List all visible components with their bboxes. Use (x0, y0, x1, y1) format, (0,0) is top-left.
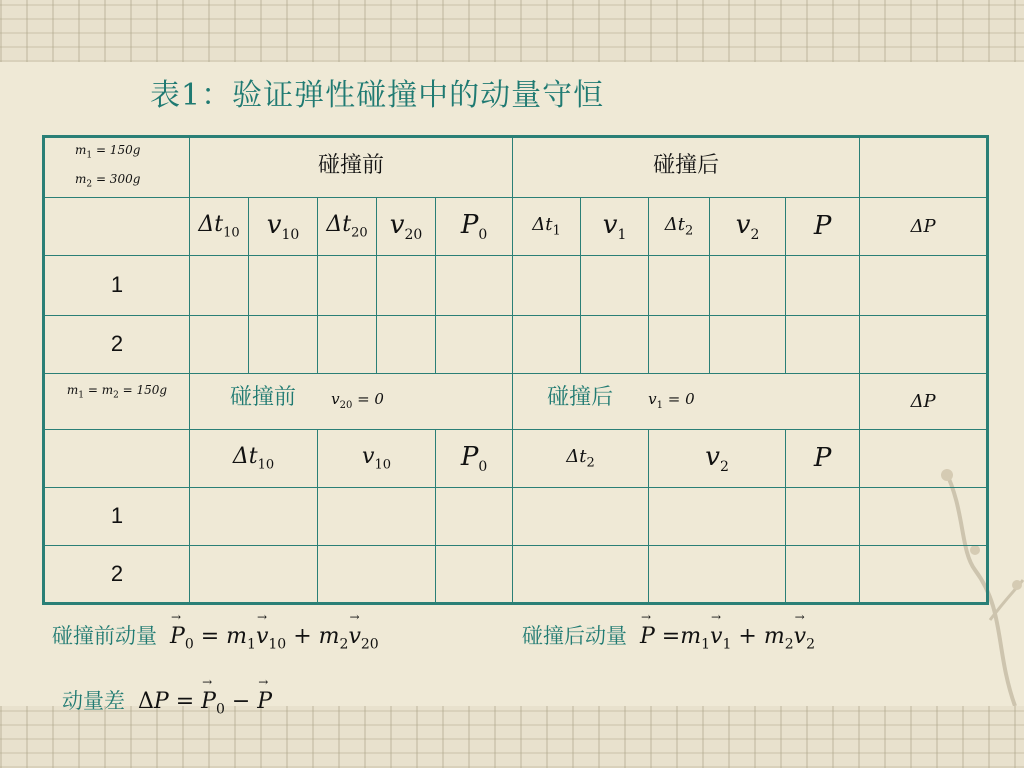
formula-before-momentum: 碰撞前动量 → $P_0 = m_1\to v_{10} + m_2\to v_{20}$ (52, 620, 379, 652)
table2-var-blank (44, 429, 190, 487)
table2-before-header: 碰撞前 $v_{20} = 0$ (190, 373, 513, 429)
table-row (44, 255, 988, 315)
row-number: 2 (44, 545, 190, 603)
table-cell[interactable] (786, 545, 860, 603)
table-cell[interactable] (377, 315, 436, 373)
table-cell[interactable] (318, 545, 436, 603)
table-cell[interactable] (513, 315, 581, 373)
var-v2: $v_2$ (710, 197, 786, 255)
var-dt10: $\Delta t_{10}$ (190, 197, 249, 255)
var2-dt10: $\Delta t_{10}$ (190, 429, 318, 487)
table1-header-empty (860, 137, 988, 198)
table-cell[interactable] (649, 545, 786, 603)
table1-after-header: 碰撞后 (513, 137, 860, 198)
table2-after-header: 碰撞后 $v_1 = 0$ (513, 373, 860, 429)
var2-v10: $v_{10}$ (318, 429, 436, 487)
table-cell[interactable] (860, 545, 988, 603)
var-v10: $v_{10}$ (249, 197, 318, 255)
table-row (44, 545, 988, 603)
table-cell[interactable] (860, 255, 988, 315)
table-cell[interactable] (786, 315, 860, 373)
table1-before-header: 碰撞前 (190, 137, 513, 198)
table1-mass-cell (44, 137, 190, 198)
row-number: 1 (44, 255, 190, 315)
var2-p0: $P_0$ (436, 429, 513, 487)
decorative-top-border (0, 0, 1024, 62)
var2-p: P (786, 429, 860, 487)
var-v20: $v_{20}$ (377, 197, 436, 255)
table-cell[interactable] (190, 315, 249, 373)
var-dt1: $\Delta t_1$ (513, 197, 581, 255)
table-cell[interactable] (190, 255, 249, 315)
table-cell[interactable] (190, 487, 318, 545)
table-row (44, 315, 988, 373)
table-cell[interactable] (786, 255, 860, 315)
table-cell[interactable] (710, 315, 786, 373)
mass-m2: $m_2 = 300g$ (75, 172, 141, 190)
var-dt2: $\Delta t_2$ (649, 197, 710, 255)
table-cell[interactable] (786, 487, 860, 545)
page-title: 表1：验证弹性碰撞中的动量守恒 (150, 78, 605, 113)
table-cell[interactable] (318, 315, 377, 373)
table-cell[interactable] (318, 255, 377, 315)
table-cell[interactable] (436, 487, 513, 545)
table-cell[interactable] (249, 315, 318, 373)
row-number: 2 (44, 315, 190, 373)
mass-m1: $m_1 = 150g$ (75, 143, 141, 161)
var-p: P (786, 197, 860, 255)
table-cell[interactable] (513, 545, 649, 603)
var-delta-p: ΔP (860, 197, 988, 255)
table-cell[interactable] (249, 255, 318, 315)
table-row (44, 487, 988, 545)
table-cell[interactable] (513, 255, 581, 315)
table-cell[interactable] (436, 545, 513, 603)
table-cell[interactable] (649, 255, 710, 315)
table-cell[interactable] (710, 255, 786, 315)
var-v1: $v_1$ (581, 197, 649, 255)
table-cell[interactable] (581, 255, 649, 315)
table-cell[interactable] (436, 315, 513, 373)
table-cell[interactable] (581, 315, 649, 373)
table-cell[interactable] (649, 487, 786, 545)
mass-equal: $m_1 = m_2 = 150g$ (66, 382, 168, 401)
table-cell[interactable] (513, 487, 649, 545)
table-cell[interactable] (318, 487, 436, 545)
var-dt20: $\Delta t_{20}$ (318, 197, 377, 255)
momentum-table (42, 135, 989, 605)
var-p0: $P_0$ (436, 197, 513, 255)
var2-dt2: $\Delta t_2$ (513, 429, 649, 487)
condition-v20: $v_{20} = 0$ (331, 389, 384, 411)
formula-momentum-difference: 动量差 ΔP = → $P_0$ − → P (62, 685, 272, 717)
table-cell[interactable] (860, 315, 988, 373)
table-cell[interactable] (377, 255, 436, 315)
table-cell[interactable] (190, 545, 318, 603)
table2-header-row (44, 373, 988, 429)
table-cell[interactable] (860, 487, 988, 545)
condition-v1: $v_1 = 0$ (648, 389, 695, 411)
table1-header-row (44, 137, 988, 198)
table2-delta-p: ΔP (860, 373, 988, 429)
table-cell[interactable] (436, 255, 513, 315)
var2-v2: $v_2$ (649, 429, 786, 487)
table1-var-blank (44, 197, 190, 255)
table2-mass-cell (44, 373, 190, 429)
table2-var-empty (860, 429, 988, 487)
table1-variable-row (44, 197, 988, 255)
table-cell[interactable] (649, 315, 710, 373)
row-number: 1 (44, 487, 190, 545)
formula-after-momentum: 碰撞后动量 → $P =m_1\to v_1 + m_2\to v_2$ (522, 620, 815, 652)
table2-variable-row (44, 429, 988, 487)
